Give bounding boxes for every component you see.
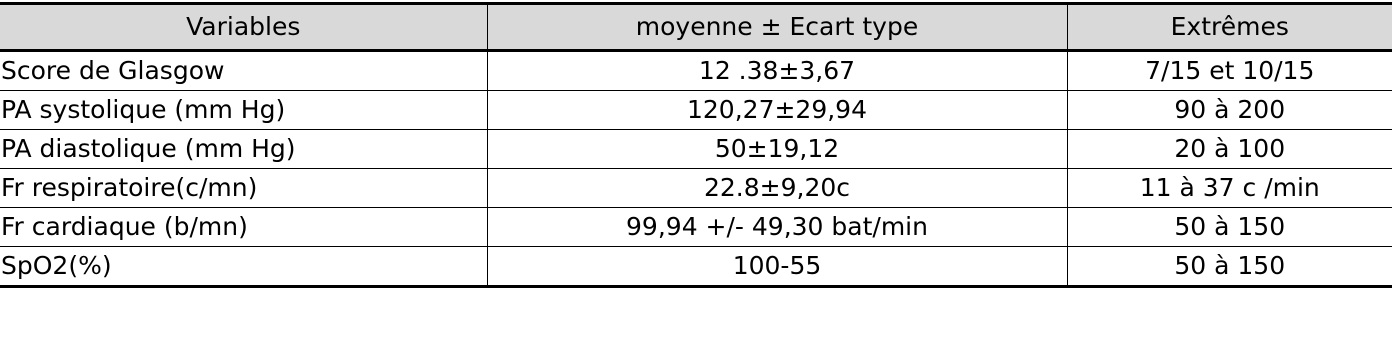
- row-extremes: 50 à 150: [1067, 247, 1392, 287]
- table-row: [0, 169, 1392, 208]
- row-extremes: 90 à 200: [1067, 91, 1392, 130]
- row-variable: Score de Glasgow: [0, 51, 487, 91]
- row-variable: SpO2(%): [0, 247, 487, 287]
- table-row: [0, 130, 1392, 169]
- header-extremes: Extrêmes: [1067, 4, 1392, 51]
- row-extremes: 11 à 37 c /min: [1067, 169, 1392, 208]
- row-variable: PA diastolique (mm Hg): [0, 130, 487, 169]
- table-row: [0, 51, 1392, 91]
- row-extremes: 7/15 et 10/15: [1067, 51, 1392, 91]
- row-mean-sd: 22.8±9,20c: [487, 169, 1067, 208]
- row-variable: Fr respiratoire(c/mn): [0, 169, 487, 208]
- row-mean-sd: 12 .38±3,67: [487, 51, 1067, 91]
- row-mean-sd: 50±19,12: [487, 130, 1067, 169]
- header-row: [0, 4, 1392, 51]
- row-variable: PA systolique (mm Hg): [0, 91, 487, 130]
- table-row: [0, 247, 1392, 287]
- table-row: [0, 208, 1392, 247]
- row-mean-sd: 120,27±29,94: [487, 91, 1067, 130]
- row-extremes: 50 à 150: [1067, 208, 1392, 247]
- row-mean-sd: 100-55: [487, 247, 1067, 287]
- row-mean-sd: 99,94 +/- 49,30 bat/min: [487, 208, 1067, 247]
- table-row: [0, 91, 1392, 130]
- header-mean-sd: moyenne ± Ecart type: [487, 4, 1067, 51]
- row-extremes: 20 à 100: [1067, 130, 1392, 169]
- row-variable: Fr cardiaque (b/mn): [0, 208, 487, 247]
- header-variables: Variables: [0, 4, 487, 51]
- vital-signs-table: [0, 2, 1392, 288]
